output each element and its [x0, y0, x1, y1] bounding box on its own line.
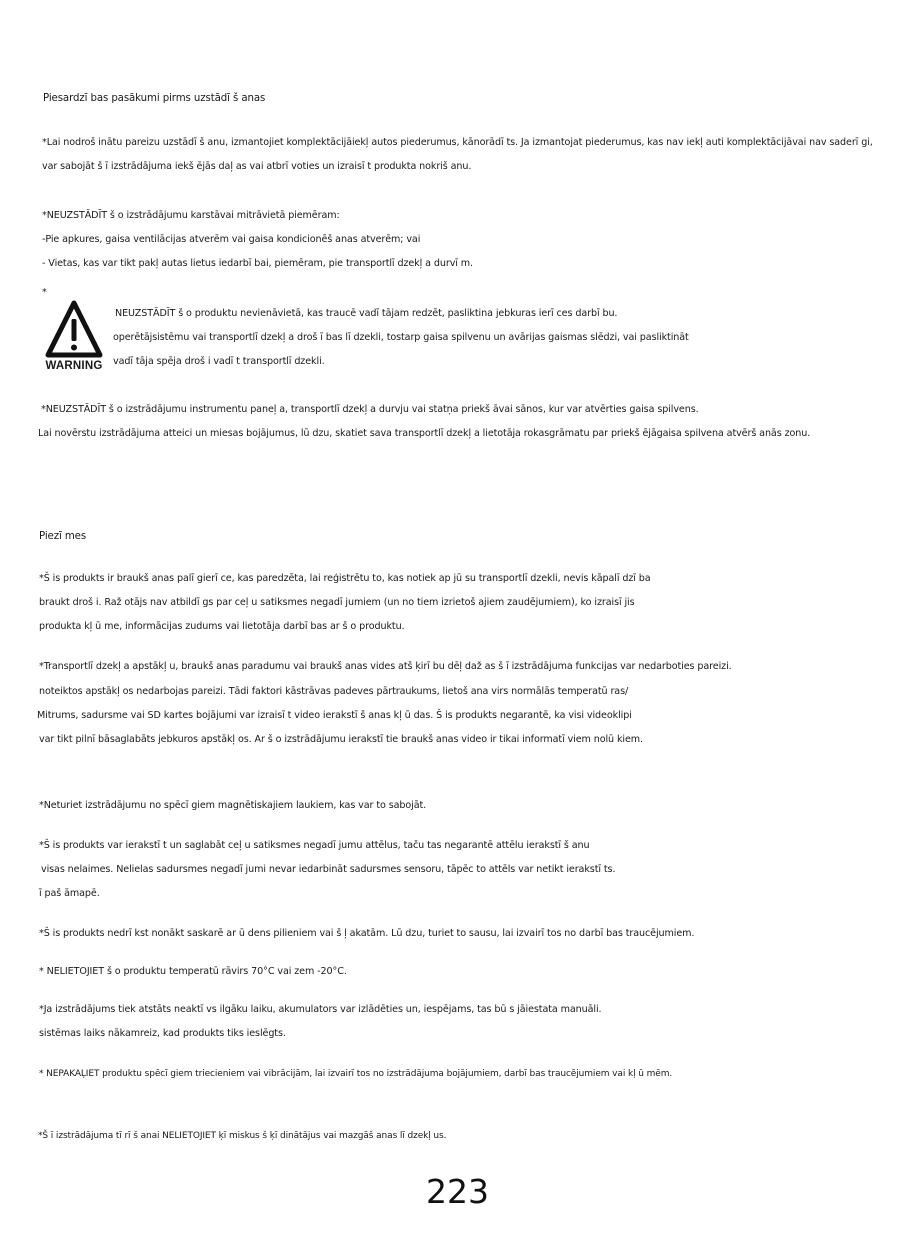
note-line: * NELIETOJIET š o produktu temperatū rāvirs 70°C vai zem -20°C.	[39, 966, 347, 977]
note-line: braukt droš i. Raž otājs nav atbildī gs par ceļ u satiksmes negadī jumiem (un no tiem izrietoš ajiem zaudējumiem), ko izraisī jis	[39, 597, 635, 608]
precaution-line: *Lai nodroš inātu pareizu uzstādī š anu, izmantojiet komplektācijāiekļ autos piederumus, kānorādī ts. Ja izmantojat piederumus, kas nav iekļ auti komplektācijāvai nav saderī gi,	[42, 137, 873, 148]
precautions-heading: Piesardzī bas pasākumi pirms uzstādī š anas	[43, 93, 266, 104]
note-line: *Ja izstrādājums tiek atstāts neaktī vs ilgāku laiku, akumulators var izlādēties un, iespējams, tas bū s jāiestata manuāli.	[39, 1004, 602, 1015]
note-line: produkta kļ ū me, informācijas zudums vai lietotāja darbī bas ar š o produktu.	[39, 621, 405, 632]
note-line: var tikt pilnī bāsaglabāts jebkuros apstākļ os. Ar š o izstrādājumu ierakstī tie braukš anas video ir tikai informatī viem nolū kiem.	[39, 734, 643, 745]
precaution-line: - Vietas, kas var tikt pakļ autas lietus iedarbī bai, piemēram, pie transportlī dzekļ a durvī m.	[42, 258, 473, 269]
warning-label: WARNING	[45, 360, 103, 372]
precaution-line: var sabojāt š ī izstrādājuma iekš ējās daļ as vai atbrī voties un izraisī t produkta nokriš anu.	[42, 161, 472, 172]
precaution-line: -Pie apkures, gaisa ventilācijas atverēm vai gaisa kondicionēš anas atverēm; vai	[42, 234, 421, 245]
warning-star: *	[42, 287, 47, 298]
note-line: ī paš āmapē.	[39, 888, 100, 899]
note-line: noteiktos apstākļ os nedarbojas pareizi. Tādi faktori kāstrāvas padeves pārtraukums, lietoš ana virs normālās temperatū ras/	[39, 686, 629, 697]
note-line: *Š ī izstrādājuma tī rī š anai NELIETOJIET ķī miskus š ķī dinātājus vai mazgāš anas lī dzekļ us.	[38, 1131, 447, 1141]
note-line: *Š is produkts var ierakstī t un saglabāt ceļ u satiksmes negadī jumu attēlus, taču tas negarantē attēlu ierakstī š anu	[39, 840, 590, 851]
note-line: Mitrums, sadursme vai SD kartes bojājumi var izraisī t video ierakstī š anas kļ ū das. Š is produkts negarantē, ka visi videoklipi	[37, 710, 632, 721]
note-line: * NEPAKAĻIET produktu spēcī giem triecieniem vai vibrācijām, lai izvairī tos no izstrādājuma bojājumiem, darbī bas traucējumiem vai kļ ū mēm.	[39, 1069, 673, 1079]
note-line: *Š is produkts nedrī kst nonākt saskarē ar ū dens pilieniem vai š ļ akatām. Lū dzu, turiet to sausu, lai izvairī tos no darbī bas traucējumiem.	[39, 928, 695, 939]
note-line: visas nelaimes. Nelielas sadursmes negadī jumi nevar iedarbināt sadursmes sensoru, tāpēc to attēls var netikt ierakstī ts.	[41, 864, 616, 875]
page-number: 223	[426, 1172, 489, 1211]
warning-line: NEUZSTĀDĪT š o produktu nevienāvietā, kas traucē vadī tājam redzēt, pasliktina jebkuras ierī ces darbī bu.	[115, 308, 618, 319]
warning-line: operētājsistēmu vai transportlī dzekļ a droš ī bas lī dzekli, tostarp gaisa spilvenu un avārijas gaismas slēdzi, vai pasliktināt	[113, 332, 689, 343]
note-line: *Transportlī dzekļ a apstākļ u, braukš anas paradumu vai braukš anas vides atš ķirī bu dēļ daž as š ī izstrādājuma funkcijas var nedarboties pareizi.	[39, 661, 732, 672]
note-line: *Š is produkts ir braukš anas palī gierī ce, kas paredzēta, lai reģistrētu to, kas notiek ap jū su transportlī dzekli, nevis kāpalī dzī ba	[39, 573, 651, 584]
precaution-line: *NEUZSTĀDĪT š o izstrādājumu karstāvai mitrāvietā piemēram:	[42, 210, 340, 221]
warning-line: vadī tāja spēja droš i vadī t transportlī dzekli.	[113, 356, 325, 367]
note-line: *Neturiet izstrādājumu no spēcī giem magnētiskajiem laukiem, kas var to sabojāt.	[39, 800, 427, 811]
notes-heading: Piezī mes	[39, 531, 87, 542]
precaution-line: Lai novērstu izstrādājuma atteici un miesas bojājumus, lū dzu, skatiet sava transportlī dzekļ a lietotāja rokasgrāmatu par priekš ējāgaisa spilvena atvērš anās zonu.	[38, 428, 811, 439]
precaution-line: *NEUZSTĀDĪT š o izstrādājumu instrumentu paneļ a, transportlī dzekļ a durvju vai statņa priekš āvai sānos, kur var atvērties gaisa spilvens.	[41, 404, 699, 415]
note-line: sistēmas laiks nākamreiz, kad produkts tiks ieslēgts.	[39, 1028, 286, 1039]
